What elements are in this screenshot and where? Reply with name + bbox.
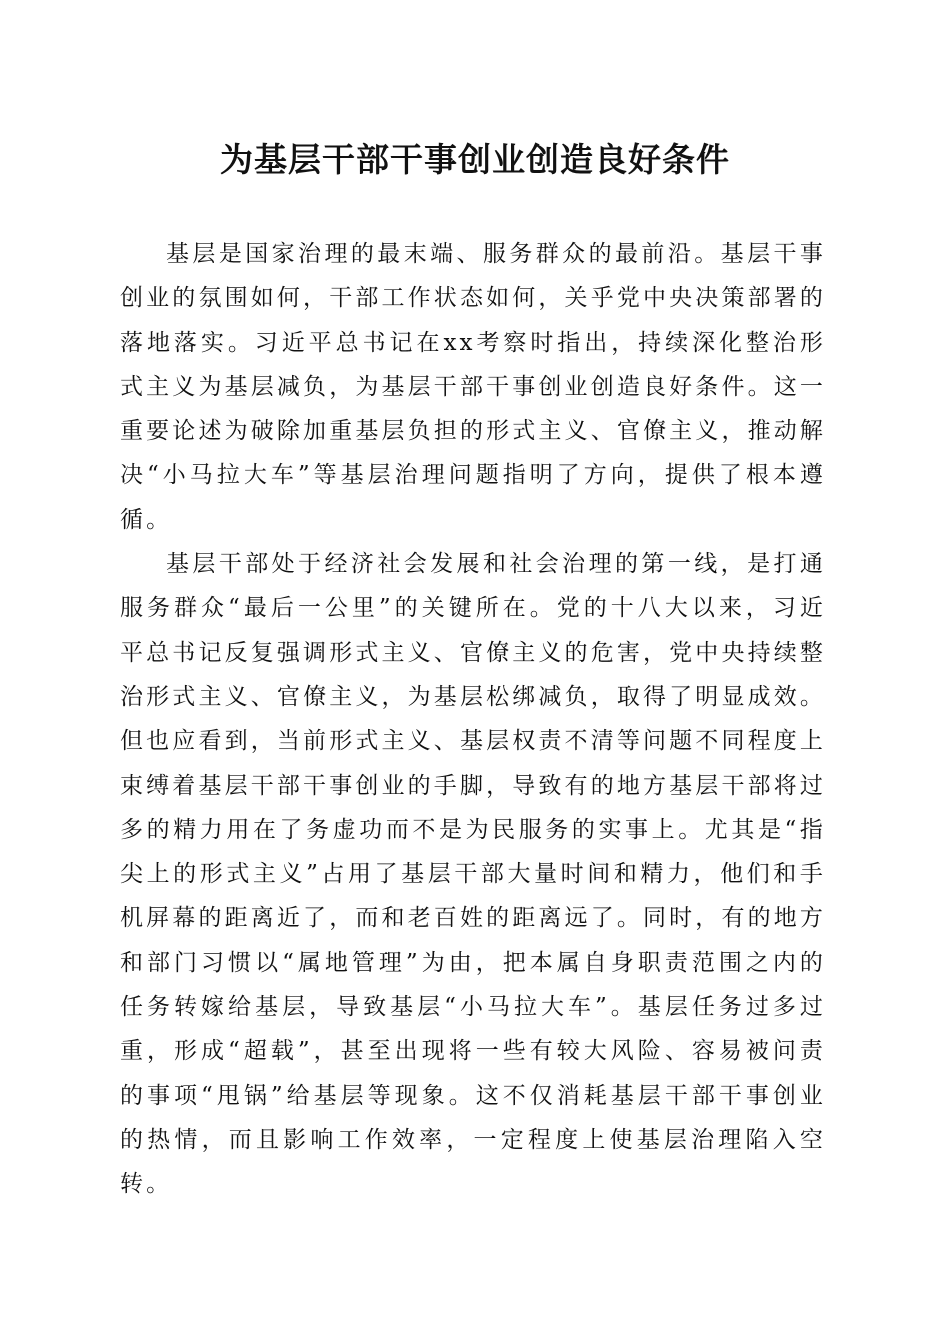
document-body <box>120 232 826 1207</box>
paragraph-2: 基层干部处于经济社会发展和社会治理的第一线，是打通服务群众“最后一公里”的关键所在。党的十八大以来，习近平总书记反复强调形式主义、官僚主义的危害，党中央持续整治形式主义、官僚主义，为基层松绑减负，取得了明显成效。但也应看到，当前形式主义、基层权责不清等问题不同程度上束缚着基层干部干事创业的手脚，导致有的地方基层干部将过多的精力用在了务虚功而不是为民服务的实事上。尤其是“指尖上的形式主义”占用了基层干部大量时间和精力，他们和手机屏幕的距离近了，而和老百姓的距离远了。同时，有的地方和部门习惯以“属地管理”为由，把本属自身职责范围之内的任务转嫁给基层，导致基层“小马拉大车”。基层任务过多过重，形成“超载”，甚至出现将一些有较大风险、容易被问责的事项“甩锅”给基层等现象。这不仅消耗基层干部干事创业的热情，而且影响工作效率，一定程度上使基层治理陷入空转。 <box>120 551 826 1198</box>
paragraph-1: 基层是国家治理的最末端、服务群众的最前沿。基层干事创业的氛围如何，干部工作状态如何，关乎党中央决策部署的落地落实。习近平总书记在xx考察时指出，持续深化整治形式主义为基层减负，为基层干部干事创业创造良好条件。这一重要论述为破除加重基层负担的形式主义、官僚主义，推动解决“小马拉大车”等基层治理问题指明了方向，提供了根本遵循。 <box>120 241 826 533</box>
document-title: 为基层干部干事创业创造良好条件 <box>220 140 730 179</box>
